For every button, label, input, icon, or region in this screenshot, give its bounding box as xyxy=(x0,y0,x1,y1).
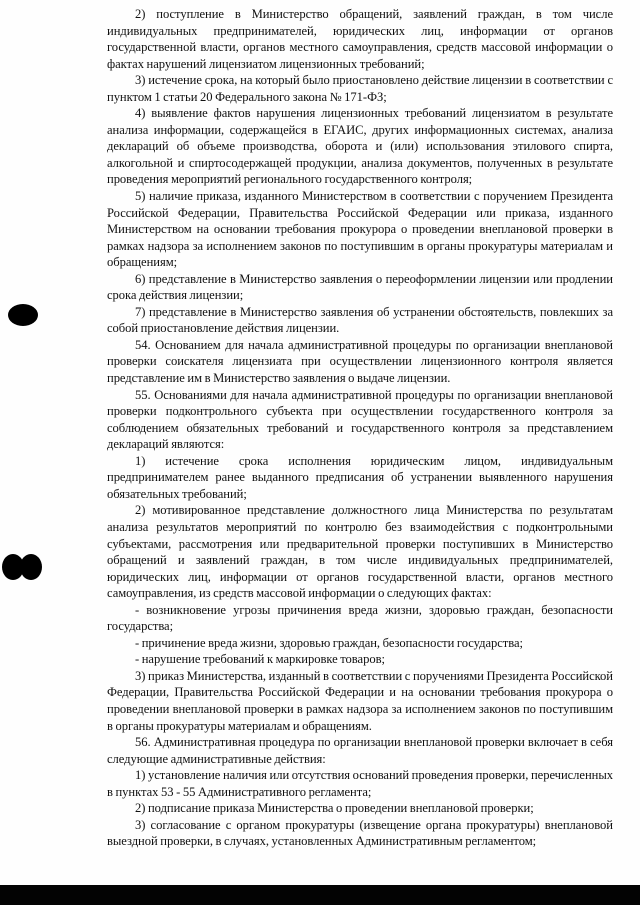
paragraph-item-6: 6) представление в Министерство заявления о переоформлении лицензии или продлении срока действия лицензии; xyxy=(107,271,613,303)
paragraph-56-item-3: 3) согласование с органом прокуратуры (извещение органа прокуратуры) внеплановой выездной проверки, в случаях, установленных Административным регламентом; xyxy=(107,817,613,849)
paragraph-dash-harm: - причинение вреда жизни, здоровью граждан, безопасности государства; xyxy=(135,635,523,650)
paragraph-56: 56. Административная процедура по организации внеплановой проверки включает в себя следующие административные действия: xyxy=(107,735,613,766)
paragraph-item-7: 7) представление в Министерство заявления об устранении обстоятельств, повлекших за собой приостановление действия лицензии. xyxy=(107,304,613,336)
paragraph-item-5: 5) наличие приказа, изданного Министерством в соответствии с поручением Президента Российской Федерации, Правительства Российской Федерации или приказа, изданного Министерством на основании требования прокурора о проведении внеплановой проверки в рамках надзора за исполнением законов по поступившим в органы прокуратуры материалам и обращениям; xyxy=(107,189,613,270)
paragraph-56-item-1: 1) установление наличия или отсутствия оснований проведения проверки, перечисленных в пунктах 53 - 55 Административного регламента; xyxy=(107,768,613,799)
paragraph-item-2: 2) поступление в Министерство обращений, заявлений граждан, в том числе индивидуальных предпринимателей, юридических лиц, информации от органов государственной власти, органов местного самоуправления, средств массовой информации о фактах нарушений лицензиатом лицензионных требований; xyxy=(107,7,613,71)
paragraph-54: 54. Основанием для начала административной процедуры по организации внеплановой проверки соискателя лицензиата при осуществлении лицензионного контроля является представление им в Министерство заявления о выдаче лицензии. xyxy=(107,337,613,386)
paragraph-55-item-1: 1) истечение срока исполнения юридическим лицом, индивидуальным предпринимателем ранее выданного предписания об устранении выявленного нарушения обязательных требований; xyxy=(107,453,613,501)
paragraph-56-item-2: 2) подписание приказа Министерства о проведении внеплановой проверки; xyxy=(135,801,534,816)
scan-bottom-edge xyxy=(0,885,640,905)
punch-hole-upper xyxy=(8,304,38,326)
paragraph-dash-threat: - возникновение угрозы причинения вреда жизни, здоровью граждан, безопасности государства; xyxy=(107,602,613,634)
paragraph-item-3: 3) истечение срока, на который было приостановлено действие лицензии в соответствии с пунктом 1 статьи 20 Федерального закона № 171-ФЗ; xyxy=(107,73,613,104)
paragraph-item-4: 4) выявление фактов нарушения лицензионных требований лицензиатом в результате анализа информации, содержащейся в ЕГАИС, других информационных системах, анализа деклараций об объеме производства, оборота и (или) использования этилового спирта, алкогольной и спиртосодержащей продукции, анализа документов, полученных в результате проведения мероприятий регионального государственного контроля; xyxy=(107,106,613,187)
paragraph-55: 55. Основаниями для начала административной процедуры по организации внеплановой проверки подконтрольного субъекта при осуществлении государственного контроля за соблюдением обязательных требований и государственного контроля за представлением деклараций являются: xyxy=(107,387,613,452)
paragraph-55-item-3: 3) приказ Министерства, изданный в соответствии с поручениями Президента Российской Федерации, Правительства Российской Федерации и на основании требования прокурора о проведении внеплановой проверки в рамках надзора за исполнением законов по поступившим в органы прокуратуры материалам и обращениям. xyxy=(107,668,613,733)
punch-hole-lower-right xyxy=(20,554,42,580)
paragraph-55-item-2: 2) мотивированное представление должностного лица Министерства по результатам анализа результатов мероприятий по контролю без взаимодействия с подконтрольными субъектами, рассмотрения или предварительной проверки поступивших в Министерство обращений и заявлений граждан, в том числе индивидуальных предпринимателей, юридических лиц, информации от органов государственной власти, органов местного самоуправления, из средств массовой информации о следующих фактах: xyxy=(107,503,613,601)
paragraph-dash-labeling: - нарушение требований к маркировке товаров; xyxy=(135,652,385,667)
document-page xyxy=(107,6,613,850)
